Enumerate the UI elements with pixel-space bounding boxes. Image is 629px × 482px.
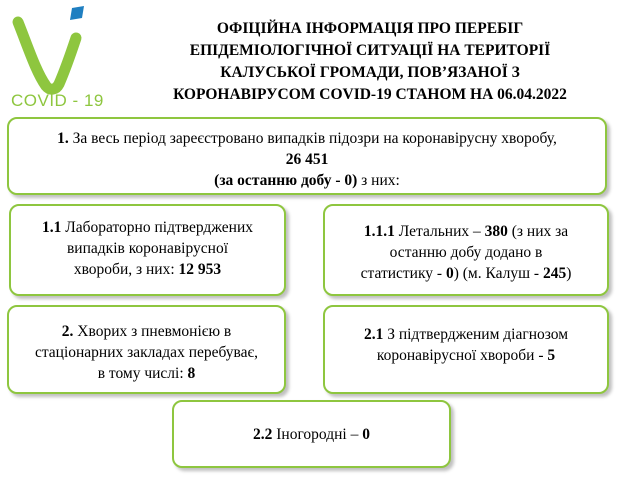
pneumonia-line2: стаціонарних закладах перебуває,: [34, 344, 259, 361]
deaths-added: 0: [445, 265, 454, 282]
lab-value: 12 953: [178, 261, 222, 278]
confirmed-line1: З підтвердженим діагнозом: [383, 326, 569, 343]
deaths-value: 380: [484, 223, 508, 240]
pneumonia-box: [7, 305, 286, 394]
total-value: 26 451: [285, 151, 329, 168]
deaths-num: 1.1.1: [363, 223, 395, 240]
pneumonia-line1: Хворих з пневмонією в: [73, 323, 232, 340]
confirmed-diagnosis-box: [323, 305, 609, 394]
deaths-line3-c: ): [566, 265, 572, 282]
deaths-text-a: (з них за: [507, 223, 569, 240]
title-line: ОФІЦІЙНА ІНФОРМАЦІЯ ПРО ПЕРЕБІГ: [216, 20, 524, 37]
confirmed-line2: коронавірусної хвороби -: [376, 347, 548, 364]
nonresident-label: Іногородні –: [272, 426, 363, 443]
title-line: КОРОНАВІРУСОМ COVID-19 СТАНОМ НА 06.04.2022: [173, 86, 567, 103]
lab-line1: Лабораторно підтверджених: [61, 219, 254, 236]
lab-line3: хвороби, з них:: [73, 261, 179, 278]
pneumonia-line3: в тому числі:: [97, 365, 188, 382]
logo-text: COVID - 19: [11, 91, 104, 110]
pneumonia-value: 8: [187, 365, 196, 382]
total-cases-box: [7, 117, 607, 195]
pneumonia-num: 2.: [61, 323, 74, 340]
deaths-line2: останню добу додано в: [389, 244, 543, 261]
confirmed-value: 5: [547, 347, 556, 364]
deaths-box: [323, 204, 609, 296]
deaths-line3-a: статистику -: [360, 265, 446, 282]
deaths-label: Летальних –: [394, 223, 485, 240]
deaths-line3-b: ) (м. Калуш -: [453, 265, 543, 282]
title-line: КАЛУСЬКОЇ ГРОМАДИ, ПОВ’ЯЗАНОЇ З: [220, 64, 520, 81]
page-title: [105, 18, 629, 106]
nonresident-value: 0: [362, 426, 370, 443]
total-text: За весь період зареєстровано випадків підозри на коронавірусну хворобу,: [68, 130, 557, 147]
lab-num: 1.1: [41, 219, 62, 236]
confirmed-num: 2.1: [363, 326, 384, 343]
total-num: 1.: [57, 130, 69, 147]
nonresident-num: 2.2: [253, 426, 273, 443]
total-suffix: з них:: [357, 172, 400, 189]
deaths-kalush: 245: [542, 265, 567, 282]
nonresident-box: [172, 400, 451, 468]
lab-line2: випадків коронавірусної: [66, 240, 229, 257]
total-last-day: (за останню добу - 0): [214, 172, 358, 189]
title-line: ЕПІДЕМІОЛОГІЧНОЇ СИТУАЦІЇ НА ТЕРИТОРІЇ: [189, 42, 551, 59]
lab-confirmed-box: [9, 204, 286, 296]
